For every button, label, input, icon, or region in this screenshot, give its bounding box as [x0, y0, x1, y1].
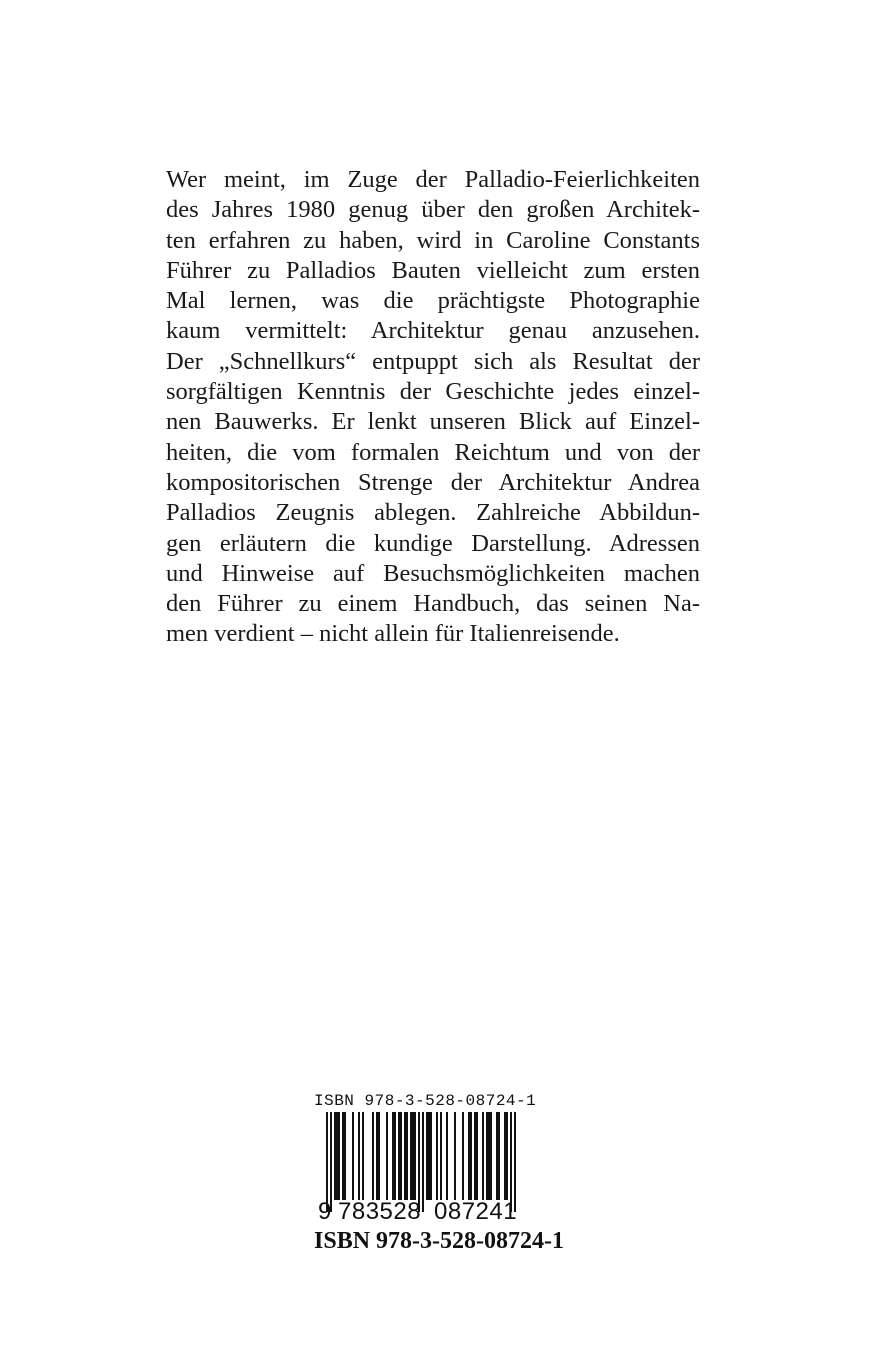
barcode-bar — [336, 1112, 338, 1200]
barcode-bar — [410, 1112, 412, 1200]
blurb-line: Wer meint, im Zuge der Palladio-Feierlichkeiten — [166, 166, 700, 193]
blurb-line: gen erläutern die kundige Darstellung. Adressen — [166, 529, 700, 557]
blurb-line: nen Bauwerks. Er lenkt unseren Blick auf Einzel- — [166, 408, 700, 436]
blurb-line: Palladios Zeugnis ablegen. Zahlreiche Abbildun- — [166, 499, 700, 527]
blurb-line: ten erfahren zu haben, wird in Caroline Constants — [166, 226, 700, 254]
barcode-bar — [470, 1112, 472, 1200]
isbn-top-label: ISBN 978-3-528-08724-1 — [314, 1092, 537, 1110]
barcode-bar — [430, 1112, 432, 1200]
blurb-line: kaum vermittelt: Architektur genau anzusehen. — [166, 317, 700, 345]
barcode-bar — [412, 1112, 414, 1200]
blurb-line: Der „Schnellkurs“ entpuppt sich als Resultat der — [166, 347, 700, 375]
barcode-bar — [386, 1112, 388, 1200]
barcode-bar — [426, 1112, 428, 1200]
blurb-line: Führer zu Palladios Bauten vielleicht zum ersten — [166, 256, 700, 284]
barcode-bar — [514, 1112, 516, 1212]
barcode-bar — [338, 1112, 340, 1200]
barcode-bar — [428, 1112, 430, 1200]
barcode-bar — [482, 1112, 484, 1200]
barcode-bar — [498, 1112, 500, 1200]
barcode-bar — [468, 1112, 470, 1200]
barcode-bar — [490, 1112, 492, 1200]
barcode-bar — [392, 1112, 394, 1200]
barcode-digit-first: 9 — [318, 1198, 332, 1225]
barcode-digits-left: 783528 — [338, 1198, 422, 1225]
blurb-line: des Jahres 1980 genug über den großen Architek- — [166, 196, 700, 224]
isbn-bottom-label: ISBN 978-3-528-08724-1 — [314, 1228, 564, 1254]
barcode-bar — [418, 1112, 420, 1212]
barcode-bar — [362, 1112, 364, 1200]
barcode-bar — [462, 1112, 464, 1200]
blurb-line: Mal lernen, was die prächtigste Photographie — [166, 287, 700, 315]
barcode-bar — [446, 1112, 448, 1200]
ean-barcode — [326, 1112, 536, 1212]
barcode-bar — [326, 1112, 328, 1212]
barcode-bar — [404, 1112, 406, 1200]
barcode-bar — [506, 1112, 508, 1200]
blurb-line: men verdient – nicht allein für Italienreisende. — [166, 620, 620, 648]
barcode-bar — [496, 1112, 498, 1200]
barcode-bar — [474, 1112, 476, 1200]
blurb-line: sorgfältigen Kenntnis der Geschichte jedes einzel- — [166, 378, 700, 406]
barcode-bar — [454, 1112, 456, 1200]
barcode-bar — [398, 1112, 400, 1200]
barcode-digits-right: 087241 — [434, 1198, 518, 1225]
back-cover-blurb — [166, 165, 700, 650]
barcode-bar — [436, 1112, 438, 1200]
barcode-bar — [406, 1112, 408, 1200]
barcode-bar — [334, 1112, 336, 1200]
barcode-bar — [486, 1112, 488, 1200]
barcode-bar — [344, 1112, 346, 1200]
blurb-line: den Führer zu einem Handbuch, das seinen Na- — [166, 590, 700, 618]
blurb-line: heiten, die vom formalen Reichtum und von der — [166, 438, 700, 466]
barcode-bar — [358, 1112, 360, 1200]
barcode-bar — [342, 1112, 344, 1200]
barcode-bar — [504, 1112, 506, 1200]
barcode-bar — [372, 1112, 374, 1200]
barcode-bar — [400, 1112, 402, 1200]
barcode-bar — [394, 1112, 396, 1200]
barcode-bar — [414, 1112, 416, 1200]
blurb-line: kompositorischen Strenge der Architektur Andrea — [166, 468, 700, 496]
barcode-bar — [422, 1112, 424, 1212]
blurb-line: und Hinweise auf Besuchsmöglichkeiten machen — [166, 559, 700, 587]
barcode-bar — [378, 1112, 380, 1200]
barcode-bar — [510, 1112, 512, 1212]
barcode-bar — [330, 1112, 332, 1212]
barcode-bar — [476, 1112, 478, 1200]
barcode-bar — [488, 1112, 490, 1200]
barcode-bar — [440, 1112, 442, 1200]
barcode-bar — [376, 1112, 378, 1200]
barcode-bar — [352, 1112, 354, 1200]
